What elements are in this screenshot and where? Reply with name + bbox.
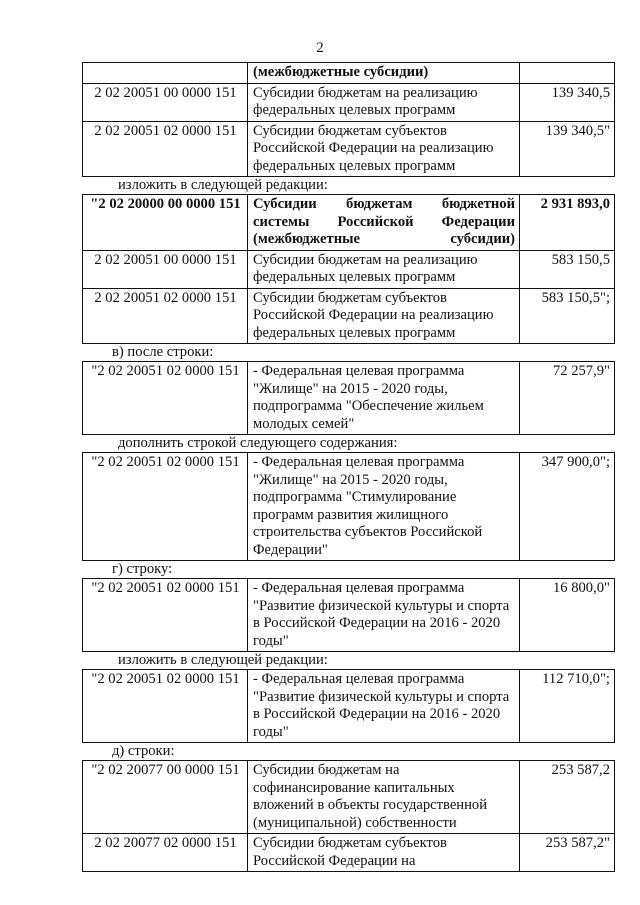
amount-cell: 16 800,0" bbox=[520, 579, 615, 652]
code-cell: 2 02 20051 02 0000 151 bbox=[83, 288, 248, 344]
code-cell: "2 02 20000 00 0000 151 bbox=[83, 195, 248, 251]
name-cell: Субсидии бюджетам субъектов Российской Федерации на реализацию федеральных целевых программ bbox=[248, 288, 520, 344]
amount-cell bbox=[520, 63, 615, 84]
amount-cell: 583 150,5"; bbox=[520, 288, 615, 344]
table-row bbox=[83, 63, 615, 84]
code-cell: "2 02 20077 00 0000 151 bbox=[83, 761, 248, 834]
revenue-table bbox=[82, 452, 615, 561]
amount-cell: 583 150,5 bbox=[520, 250, 615, 288]
amount-cell: 139 340,5 bbox=[520, 83, 615, 121]
table-row bbox=[83, 83, 615, 121]
code-cell: 2 02 20051 02 0000 151 bbox=[83, 121, 248, 177]
code-cell: "2 02 20051 02 0000 151 bbox=[83, 670, 248, 743]
revenue-table bbox=[82, 62, 615, 177]
code-cell: 2 02 20077 02 0000 151 bbox=[83, 834, 248, 872]
code-cell: 2 02 20051 00 0000 151 bbox=[83, 83, 248, 121]
amount-cell: 139 340,5" bbox=[520, 121, 615, 177]
table-row bbox=[83, 195, 615, 251]
section-caption: изложить в следующей редакции: bbox=[118, 652, 328, 668]
amount-cell: 347 900,0"; bbox=[520, 453, 615, 561]
revenue-table bbox=[82, 194, 615, 344]
name-cell: - Федеральная целевая программа "Жилище" на 2015 - 2020 годы, подпрограмма "Стимулирование программ развития жилищного строительства субъектов Российской Федерации" bbox=[248, 453, 520, 561]
amount-cell: 253 587,2 bbox=[520, 761, 615, 834]
amount-cell: 2 931 893,0 bbox=[520, 195, 615, 251]
table-row bbox=[83, 579, 615, 652]
page-number: 2 bbox=[316, 40, 324, 56]
table-row bbox=[83, 250, 615, 288]
section-caption: г) строку: bbox=[112, 561, 173, 577]
name-cell: Субсидии бюджетам субъектов Российской Федерации на bbox=[248, 834, 520, 872]
section-caption: д) строки: bbox=[112, 743, 175, 759]
name-cell: Субсидии бюджетам на софинансирование капитальных вложений в объекты государственной (муниципальной) собственности bbox=[248, 761, 520, 834]
name-cell: Субсидии бюджетам на реализацию федеральных целевых программ bbox=[248, 250, 520, 288]
name-cell: - Федеральная целевая программа "Развитие физической культуры и спорта в Российской Федерации на 2016 - 2020 годы" bbox=[248, 670, 520, 743]
section-caption: изложить в следующей редакции: bbox=[118, 177, 328, 193]
amount-cell: 72 257,9" bbox=[520, 362, 615, 435]
table-row bbox=[83, 121, 615, 177]
table-row bbox=[83, 670, 615, 743]
code-cell bbox=[83, 63, 248, 84]
table-row bbox=[83, 834, 615, 872]
table-row bbox=[83, 362, 615, 435]
name-cell: Субсидии бюджетам бюджетной системы Российской Федерации (межбюджетные субсидии) bbox=[248, 195, 520, 251]
amount-cell: 253 587,2" bbox=[520, 834, 615, 872]
document-body bbox=[82, 62, 612, 872]
code-cell: "2 02 20051 02 0000 151 bbox=[83, 579, 248, 652]
name-cell: - Федеральная целевая программа "Развитие физической культуры и спорта в Российской Федерации на 2016 - 2020 годы" bbox=[248, 579, 520, 652]
revenue-table bbox=[82, 361, 615, 435]
section-caption: в) после строки: bbox=[112, 344, 214, 360]
code-cell: 2 02 20051 00 0000 151 bbox=[83, 250, 248, 288]
code-cell: "2 02 20051 02 0000 151 bbox=[83, 362, 248, 435]
amount-cell: 112 710,0"; bbox=[520, 670, 615, 743]
revenue-table bbox=[82, 578, 615, 652]
code-cell: "2 02 20051 02 0000 151 bbox=[83, 453, 248, 561]
name-cell: Субсидии бюджетам на реализацию федеральных целевых программ bbox=[248, 83, 520, 121]
table-row bbox=[83, 288, 615, 344]
name-cell: - Федеральная целевая программа "Жилище" на 2015 - 2020 годы, подпрограмма "Обеспечение жильем молодых семей" bbox=[248, 362, 520, 435]
name-cell: (межбюджетные субсидии) bbox=[248, 63, 520, 84]
revenue-table bbox=[82, 760, 615, 872]
table-row bbox=[83, 453, 615, 561]
section-caption: дополнить строкой следующего содержания: bbox=[118, 435, 398, 451]
revenue-table bbox=[82, 669, 615, 743]
table-row bbox=[83, 761, 615, 834]
name-cell: Субсидии бюджетам субъектов Российской Федерации на реализацию федеральных целевых программ bbox=[248, 121, 520, 177]
